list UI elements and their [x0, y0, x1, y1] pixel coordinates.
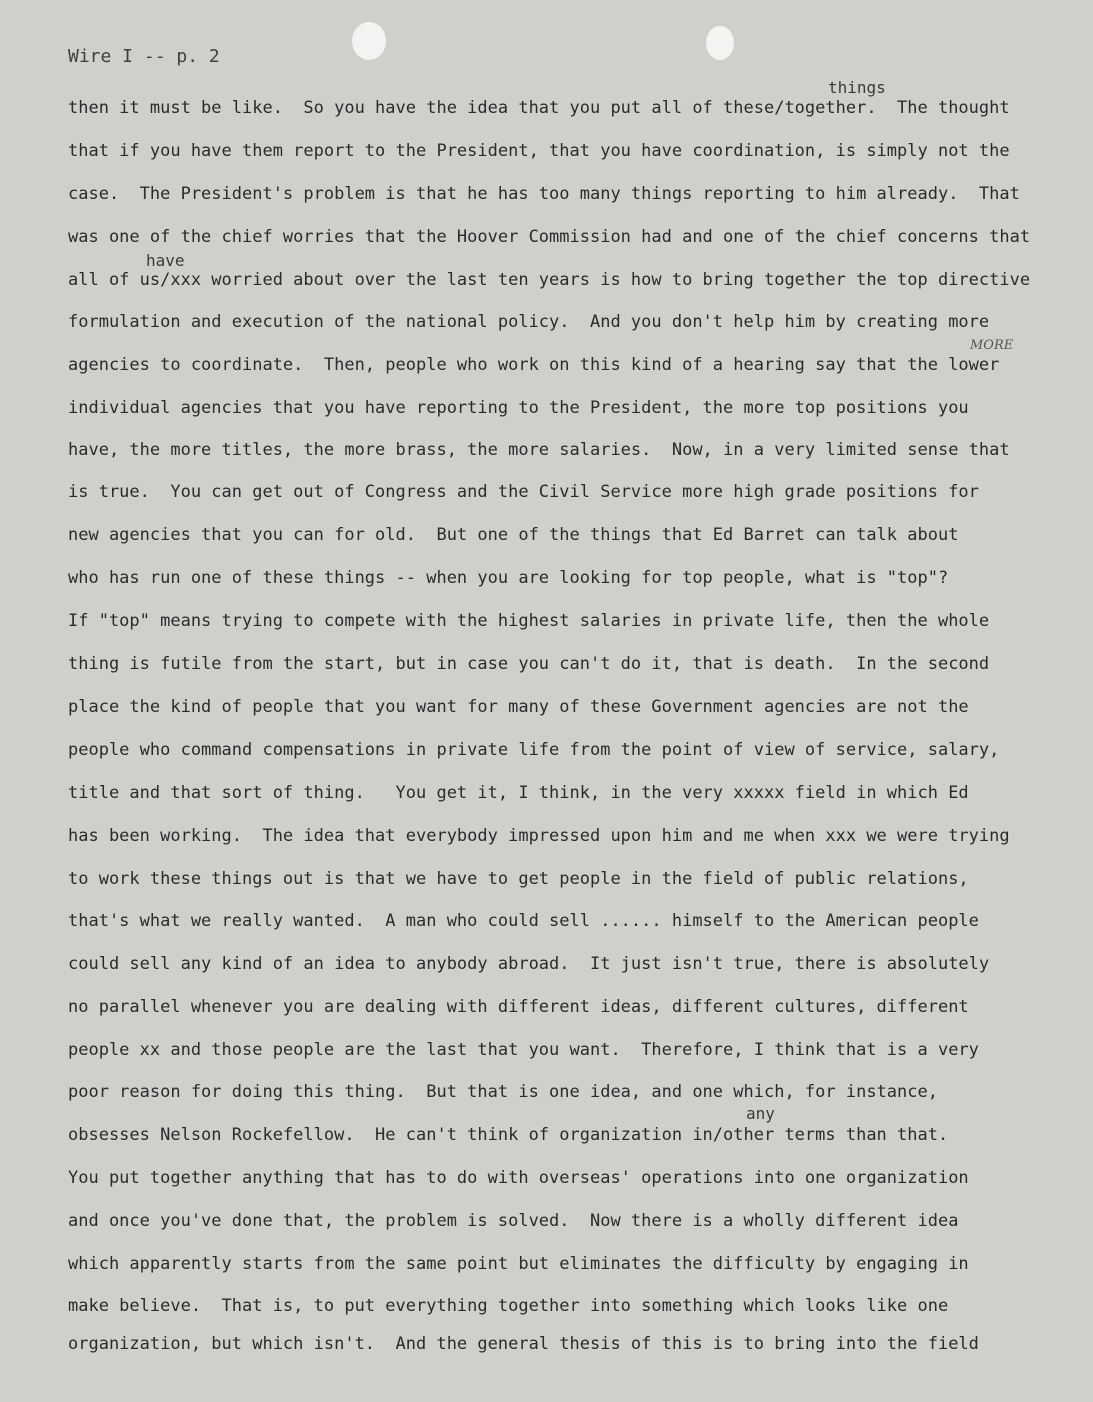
text-line-30: organization, but which isn't. And the general thesis of this is to bring into the field	[68, 1334, 979, 1354]
text-line-16: people who command compensations in private life from the point of view of service, salary,	[68, 740, 1000, 760]
text-line-12: who has run one of these things -- when you are looking for top people, what is "top"?	[68, 568, 949, 588]
text-line-13: If "top" means trying to compete with the highest salaries in private life, then the whole	[68, 611, 990, 631]
text-line-11: new agencies that you can for old. But one of the things that Ed Barret can talk about	[68, 525, 959, 545]
text-line-02: that if you have them report to the President, that you have coordination, is simply not the	[68, 141, 1010, 161]
text-line-25: obsesses Nelson Rockefellow. He can't think of organization in/other terms than that.	[68, 1125, 949, 1145]
punch-hole-right	[706, 26, 734, 60]
text-line-24: poor reason for doing this thing. But that is one idea, and one which, for instance,	[68, 1082, 938, 1102]
interlinear-note-things: things	[828, 78, 886, 97]
text-line-08: individual agencies that you have reporting to the President, the more top positions you	[68, 398, 969, 418]
text-line-19: to work these things out is that we have to get people in the field of public relations,	[68, 869, 969, 889]
text-line-21: could sell any kind of an idea to anybody abroad. It just isn't true, there is absolutely	[68, 954, 990, 974]
text-line-15: place the kind of people that you want for many of these Government agencies are not the	[68, 697, 969, 717]
text-line-05: all of us/xxx worried about over the last ten years is how to bring together the top directive	[68, 270, 1031, 290]
text-line-18: has been working. The idea that everybody impressed upon him and me when xxx we were trying	[68, 826, 1010, 846]
text-line-03: case. The President's problem is that he has too many things reporting to him already. That	[68, 184, 1020, 204]
text-line-27: and once you've done that, the problem is solved. Now there is a wholly different idea	[68, 1211, 959, 1231]
text-line-01: then it must be like. So you have the idea that you put all of these/together. The thought	[68, 98, 1010, 118]
handwritten-note-more: MORE	[970, 338, 1014, 353]
text-line-04: was one of the chief worries that the Hoover Commission had and one of the chief concerns that	[68, 227, 1031, 247]
text-line-14: thing is futile from the start, but in case you can't do it, that is death. In the second	[68, 654, 990, 674]
text-line-17: title and that sort of thing. You get it, I think, in the very xxxxx field in which Ed	[68, 783, 969, 803]
text-line-06: formulation and execution of the national policy. And you don't help him by creating more	[68, 312, 990, 332]
punch-hole-left	[352, 22, 386, 60]
page-header: Wire I -- p. 2	[68, 46, 220, 67]
text-line-22: no parallel whenever you are dealing with different ideas, different cultures, different	[68, 997, 969, 1017]
text-line-07: agencies to coordinate. Then, people who work on this kind of a hearing say that the lower	[68, 355, 1000, 375]
text-line-20: that's what we really wanted. A man who could sell ...... himself to the American people	[68, 911, 979, 931]
interlinear-note-any: any	[746, 1104, 775, 1123]
interlinear-note-have: have	[146, 251, 185, 270]
text-line-29: make believe. That is, to put everything together into something which looks like one	[68, 1296, 949, 1316]
text-line-09: have, the more titles, the more brass, the more salaries. Now, in a very limited sense that	[68, 440, 1010, 460]
text-line-23: people xx and those people are the last that you want. Therefore, I think that is a very	[68, 1040, 979, 1060]
text-line-10: is true. You can get out of Congress and the Civil Service more high grade positions for	[68, 482, 979, 502]
text-line-26: You put together anything that has to do with overseas' operations into one organization	[68, 1168, 969, 1188]
text-line-28: which apparently starts from the same point but eliminates the difficulty by engaging in	[68, 1254, 969, 1274]
